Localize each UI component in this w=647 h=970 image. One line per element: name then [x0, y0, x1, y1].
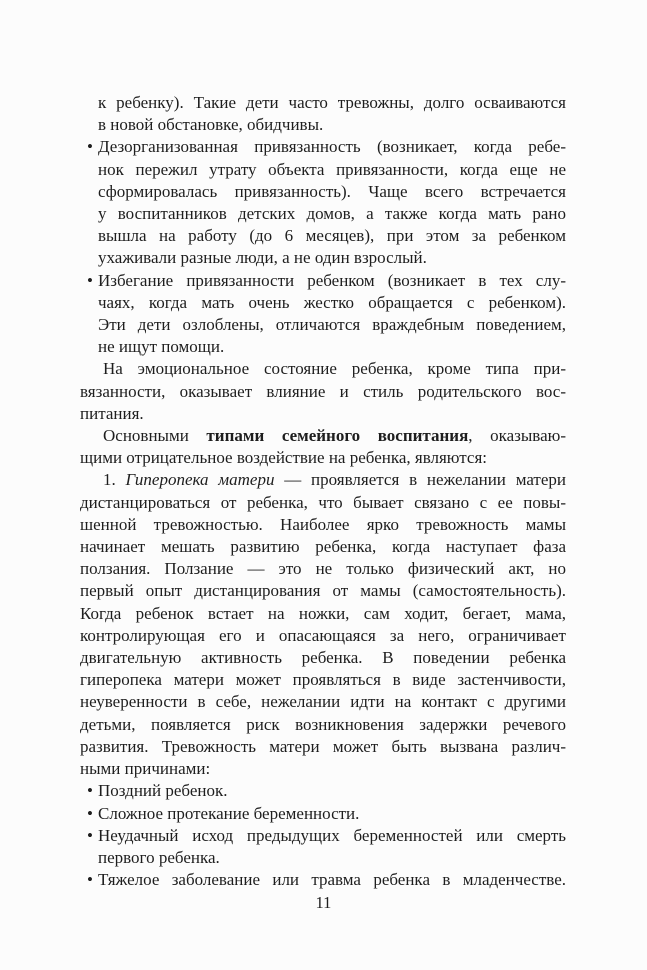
text-line: вязанности, оказывает влияние и стиль родительского вос-: [80, 381, 566, 401]
text-run-italic: Гиперопека матери: [125, 470, 275, 490]
text-line: контролирующая его и опасающаяся за него, ограничивает: [80, 625, 566, 645]
text-run-bold: типами семейного воспитания: [206, 426, 469, 446]
text-line: [80, 425, 566, 447]
bullet-marker-icon: •: [87, 270, 93, 290]
text-line: Дезорганизованная привязанность (возникает, когда ребе-: [98, 137, 566, 157]
bullet-item-severe-illness: [80, 869, 566, 891]
text-line: дистанцироваться от ребенка, что бывает связано с ее повы-: [80, 492, 566, 512]
text-line: к ребенку). Такие дети часто тревожны, долго осваиваются: [98, 93, 566, 112]
text-line: вышла на работу (до 6 месяцев), при этом за ребенком: [98, 226, 566, 246]
bullet-marker-icon: •: [87, 137, 93, 157]
text-run: , оказываю-: [468, 426, 566, 446]
page-body: [80, 92, 566, 891]
text-line: гиперопека матери может проявляться в виде застенчивости,: [80, 670, 566, 690]
text-line: начинает мешать развитию ребенка, когда наступает фаза: [80, 537, 566, 557]
text-line: Избегание привязанности ребенком (возникает в тех слу-: [98, 270, 566, 290]
bullet-item-attachment-avoidance: [80, 270, 566, 359]
text-line: Сложное протекание беременности.: [98, 803, 360, 823]
text-line: ухаживали разные люди, а не один взрослый.: [98, 248, 427, 268]
text-line: Неудачный исход предыдущих беременностей или смерть: [98, 825, 566, 845]
text-line: нок пережил утрату объекта привязанности, когда еще не: [98, 159, 566, 179]
bullet-item-failed-pregnancies: [80, 825, 566, 869]
text-line: Когда ребенок встает на ножки, сам ходит, бегает, мама,: [80, 603, 566, 623]
text-line: На эмоциональное состояние ребенка, кроме типа при-: [103, 359, 566, 379]
bullet-marker-icon: •: [87, 825, 93, 845]
paragraph-hyperprotection: [80, 469, 566, 780]
text-line: Поздний ребенок.: [98, 781, 228, 801]
text-line: не ищут помощи.: [98, 337, 225, 357]
text-line: неуверенности в себе, нежелании идти на контакт с другими: [80, 692, 566, 712]
text-line: [80, 469, 566, 491]
text-run: Основными: [103, 426, 207, 446]
text-run: 1.: [103, 470, 126, 490]
text-line: двигательную активность ребенка. В поведении ребенка: [80, 648, 566, 668]
text-line: шенной тревожностью. Наиболее ярко тревожность мамы: [80, 514, 566, 534]
text-line: щими отрицательное воздействие на ребенка, являются:: [80, 448, 488, 468]
paragraph-upbringing-types-intro: [80, 425, 566, 469]
text-line: у воспитанников детских домов, а также когда мать рано: [98, 204, 566, 224]
text-line: в новой обстановке, обидчивы.: [98, 115, 324, 135]
page-number: 11: [315, 893, 332, 912]
text-line: детьми, появляется риск возникновения задержки речевого: [80, 714, 566, 734]
bullet-marker-icon: •: [87, 803, 93, 823]
text-line: ползания. Ползание — это не только физический акт, но: [80, 559, 566, 579]
bullet-marker-icon: •: [87, 781, 93, 801]
bullet-item-disorganized-attachment: [80, 136, 566, 269]
text-line: развития. Тревожность матери может быть вызвана различ-: [80, 736, 566, 756]
text-line: питания.: [80, 403, 144, 423]
paragraph-emotional-state: [80, 358, 566, 425]
text-line: первый опыт дистанцирования от мамы (самостоятельность).: [80, 581, 566, 601]
text-line: Эти дети озлоблены, отличаются враждебным поведением,: [98, 315, 566, 335]
text-line: сформировалась привязанность). Чаще всего встречается: [98, 181, 566, 201]
bullet-item-difficult-pregnancy: [80, 803, 566, 825]
bullet-item-late-child: [80, 780, 566, 802]
text-line: ными причинами:: [80, 759, 211, 779]
text-line: первого ребенка.: [98, 847, 220, 867]
text-line: чаях, когда мать очень жестко обращается с ребенком).: [98, 292, 566, 312]
bullet-marker-icon: •: [87, 870, 93, 890]
text-line: Тяжелое заболевание или травма ребенка в младенчестве.: [98, 870, 566, 890]
paragraph-continuation: [80, 92, 566, 136]
text-run: — проявляется в нежелании матери: [274, 470, 567, 490]
